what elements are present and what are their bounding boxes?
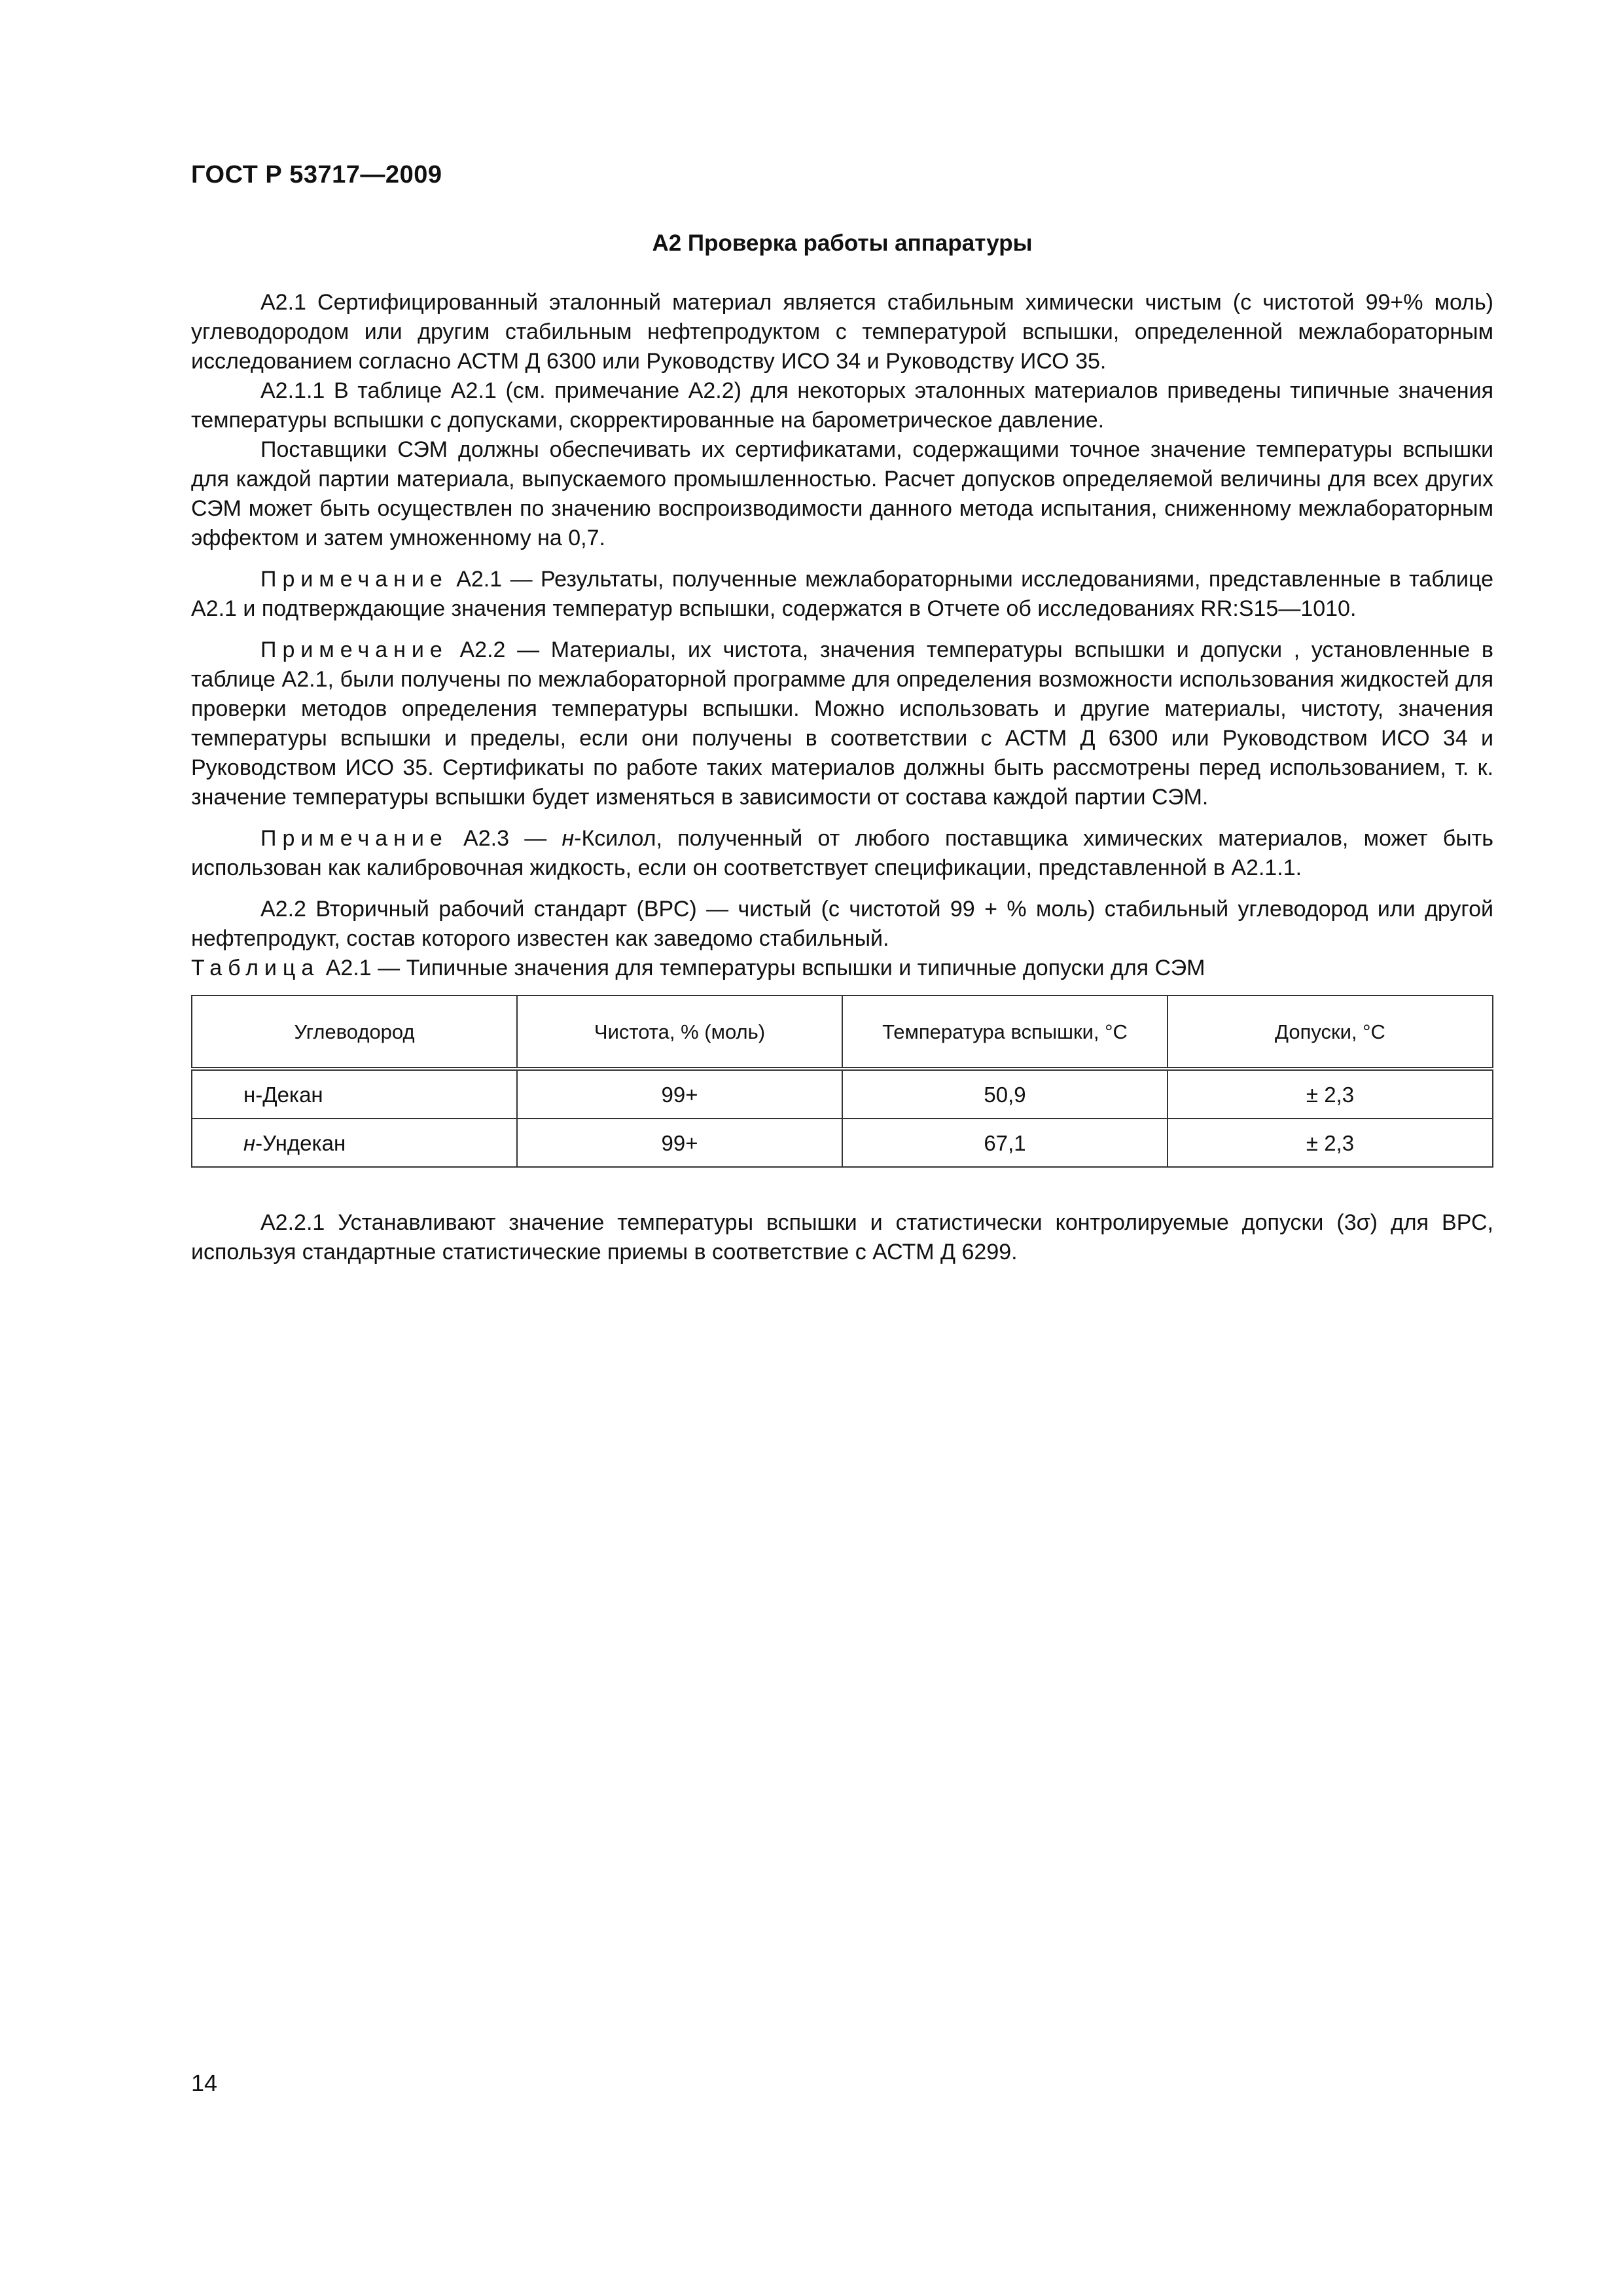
table-row — [192, 1119, 1493, 1167]
table-cell-flash-point: 67,1 — [842, 1119, 1168, 1167]
table-caption-text: А2.1 — Типичные значения для температуры вспышки и типичные допуски для СЭМ — [319, 956, 1205, 980]
table-cell-purity: 99+ — [517, 1119, 842, 1167]
note-label: Примечание — [260, 637, 448, 662]
table-caption — [191, 954, 1493, 983]
column-header: Допуски, °С — [1168, 996, 1493, 1069]
paragraph-a2-1-1: А2.1.1 В таблице А2.1 (см. примечание А2.2) для некоторых эталонных материалов приведены типичные значения температуры вспышки с допусками, скорректированные на барометрическое давление. — [191, 378, 1493, 433]
column-header: Углеводород — [192, 996, 517, 1069]
paragraph-a2-2: А2.2 Вторичный рабочий стандарт (ВРС) — чистый (с чистотой 99 + % моль) стабильный углеводород или другой нефтепродукт, состав которого известен как заведомо стабильный. — [191, 897, 1493, 951]
paragraph-a2-2-1: А2.2.1 Устанавливают значение температуры вспышки и статистически контролируемые допуски (3σ) для ВРС, используя стандартные статистические приемы в соответствие с АСТМ Д 6299. — [191, 1210, 1494, 1265]
table-cell-flash-point: 50,9 — [842, 1069, 1168, 1119]
note-a2-3 — [191, 824, 1493, 883]
flash-point-table — [191, 995, 1493, 1168]
note-text-prefix: А2.3 — — [448, 826, 562, 851]
table-cell-purity: 99+ — [517, 1069, 842, 1119]
note-text: А2.1 — Результаты, полученные межлабораторными исследованиями, представленные в таблице А2.1 и подтверждающие значения температур вспышки, содержатся в Отчете об исследованиях RR:S15—1010. — [191, 567, 1493, 621]
paragraph-suppliers: Поставщики СЭМ должны обеспечивать их сертификатами, содержащими точное значение температуры вспышки для каждой партии материала, выпускаемого промышленностью. Расчет допусков определяемой величины для всех других СЭМ может быть осуществлен по значению воспроизводимости данного метода испытания, сниженному межлабораторным эффектом и затем умноженному на 0,7. — [191, 437, 1493, 550]
paragraph-a2-1: А2.1 Сертифицированный эталонный материал является стабильным химически чистым (с чистотой 99+% моль) углеводородом или другим стабильным нефтепродуктом с температурой вспышки, определенной межлабораторным исследованием согласно АСТМ Д 6300 или Руководству ИСО 34 и Руководству ИСО 35. — [191, 290, 1493, 374]
note-text: А2.2 — Материалы, их чистота, значения температуры вспышки и допуски , установленные в таблице А2.1, были получены по межлабораторной программе для определения возможности использования жидкостей для проверки методов определения температуры вспышки. Можно использовать и другие материалы, чистоту, значения температуры вспышки и пределы, если они получены в соответствии с АСТМ Д 6300 или Руководством ИСО 34 и Руководством ИСО 35. Сертификаты по работе таких материалов должны быть рассмотрены перед использованием, т. к. значение температуры вспышки будет изменяться в зависимости от состава каждой партии СЭМ. — [191, 637, 1493, 810]
note-a2-2 — [191, 636, 1493, 812]
table-cell-name: н-Ундекан — [192, 1119, 517, 1167]
note-text-italic: н — [562, 826, 575, 851]
table-header-row — [192, 996, 1493, 1069]
note-label: Примечание — [260, 826, 448, 851]
table-cell-tolerance: ± 2,3 — [1168, 1069, 1493, 1119]
table-caption-label: Таблица — [191, 956, 320, 980]
column-header: Температура вспышки, °С — [842, 996, 1168, 1069]
table-row — [192, 1069, 1493, 1119]
document-body — [191, 288, 1493, 1267]
note-label: Примечание — [260, 567, 448, 592]
table-cell-name: н-Декан — [192, 1069, 517, 1119]
document-header: ГОСТ Р 53717—2009 — [191, 161, 442, 188]
note-a2-1 — [191, 565, 1493, 624]
column-header: Чистота, % (моль) — [517, 996, 842, 1069]
note-text: -Ксилол, полученный от любого поставщика химических материалов, может быть использован как калибровочная жидкость, если он соответствует спецификации, представленной в А2.1.1. — [191, 826, 1493, 880]
page-number: 14 — [191, 2070, 218, 2096]
table-cell-tolerance: ± 2,3 — [1168, 1119, 1493, 1167]
section-title: А2 Проверка работы аппаратуры — [652, 230, 1033, 256]
sigma-symbol: σ — [1356, 1210, 1370, 1235]
